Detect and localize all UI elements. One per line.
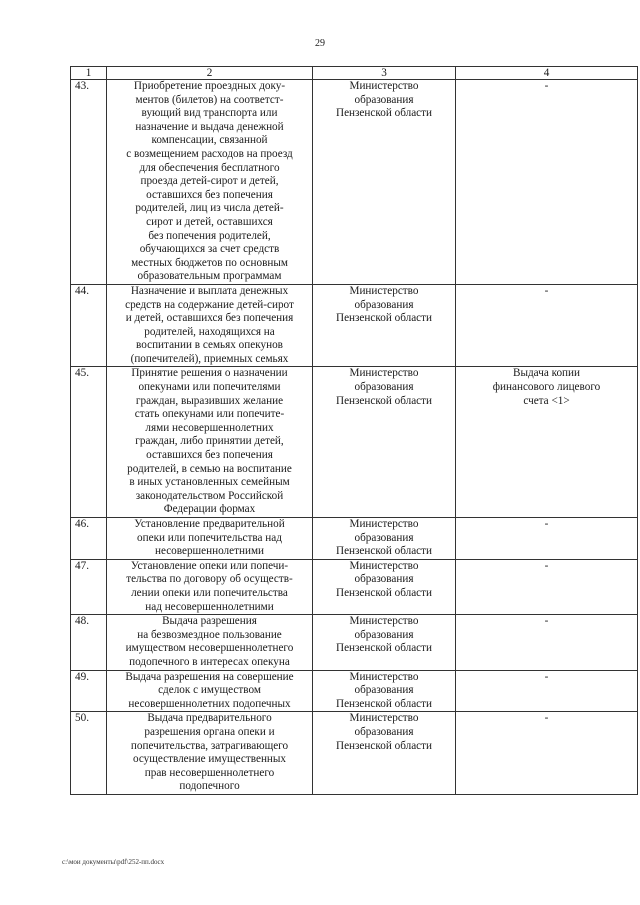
- cell-authority: [313, 367, 456, 518]
- cell-extra: [456, 615, 638, 670]
- extra-text-line: финансового лицевого: [492, 381, 601, 394]
- cell-authority: [313, 284, 456, 367]
- table-row: [71, 670, 638, 712]
- cell-extra: [456, 670, 638, 712]
- cell-authority: [313, 559, 456, 614]
- table-row: [71, 518, 638, 560]
- cell-extra: [456, 80, 638, 285]
- service-text-line: Выдача разрешения на совершение: [125, 670, 294, 683]
- service-text-line: родителей, в семью на воспитание: [127, 462, 292, 475]
- service-text-line: образовательным программам: [137, 270, 282, 283]
- service-text-line: местных бюджетов по основным: [131, 256, 288, 269]
- service-text-line: тельства по договору об осуществ-: [126, 573, 293, 586]
- table-row: [71, 615, 638, 670]
- header-cell: 3: [313, 67, 456, 80]
- service-text-line: граждан, либо принятии детей,: [135, 435, 284, 448]
- cell-service: [107, 670, 313, 712]
- authority-text-line: образования: [354, 298, 414, 311]
- authority-text-line: образования: [354, 93, 414, 106]
- cell-service: [107, 284, 313, 367]
- header-cell: 4: [456, 67, 638, 80]
- service-text-line: средств на содержание детей-сирот: [125, 298, 294, 311]
- extra-text-line: -: [544, 284, 549, 297]
- cell-authority: [313, 518, 456, 560]
- service-text-line: разрешения органа опеки и: [144, 725, 275, 738]
- authority-text-line: Министерство: [349, 80, 419, 92]
- service-text-line: опекунами или попечителями: [138, 381, 281, 394]
- extra-text-line: -: [544, 80, 549, 92]
- cell-authority: [313, 615, 456, 670]
- cell-extra: [456, 518, 638, 560]
- service-text-line: Назначение и выплата денежных: [130, 284, 289, 297]
- cell-service: [107, 367, 313, 518]
- authority-text-line: Министерство: [349, 367, 419, 380]
- authority-text-line: образования: [354, 381, 414, 394]
- cell-extra: [456, 559, 638, 614]
- service-text-line: компенсации, связанной: [151, 134, 268, 147]
- authority-text-line: Министерство: [349, 518, 419, 530]
- authority-text-line: Пензенской области: [335, 107, 432, 120]
- authority-text-line: Пензенской области: [335, 586, 432, 599]
- row-number: 46.: [71, 518, 107, 560]
- authority-text-line: Министерство: [349, 284, 419, 297]
- service-text-line: подопечного: [179, 780, 240, 793]
- cell-authority: [313, 80, 456, 285]
- service-text-line: сирот и детей, оставшихся: [146, 215, 273, 228]
- cell-extra: [456, 284, 638, 367]
- service-text-line: родителей, находящихся на: [144, 325, 275, 338]
- cell-extra: [456, 367, 638, 518]
- row-number: 48.: [71, 615, 107, 670]
- extra-text-line: счета <1>: [523, 394, 570, 407]
- service-text-line: и детей, оставшихся без попечения: [125, 312, 294, 325]
- authority-text-line: образования: [354, 725, 414, 738]
- service-text-line: лями несовершеннолетних: [145, 421, 274, 434]
- service-text-line: имуществом несовершеннолетнего: [125, 642, 294, 655]
- service-text-line: оставшихся без попечения: [146, 188, 273, 201]
- header-cell: 1: [71, 67, 107, 80]
- page-number: 29: [315, 38, 325, 49]
- extra-text-line: Выдача копии: [513, 367, 580, 380]
- row-number: 43.: [71, 80, 107, 285]
- service-text-line: лении опеки или попечительства: [131, 586, 288, 599]
- extra-text-line: -: [544, 518, 549, 530]
- service-text-line: проезда детей-сирот и детей,: [140, 175, 279, 188]
- cell-authority: [313, 712, 456, 795]
- extra-text-line: -: [544, 712, 549, 725]
- service-text-line: назначение и выдача денежной: [135, 120, 284, 133]
- authority-text-line: Министерство: [349, 615, 419, 628]
- authority-text-line: Министерство: [349, 559, 419, 572]
- service-text-line: Принятие решения о назначении: [131, 367, 288, 380]
- authority-text-line: Пензенской области: [335, 394, 432, 407]
- service-text-line: прав несовершеннолетнего: [144, 766, 275, 779]
- service-text-line: Установление предварительной: [134, 518, 285, 530]
- cell-service: [107, 615, 313, 670]
- table-header-row: [71, 67, 638, 80]
- authority-text-line: Пензенской области: [335, 697, 432, 710]
- file-path-footer: c:\мои документы\pdf\252-пп.docx: [62, 858, 165, 866]
- authority-text-line: образования: [354, 573, 414, 586]
- service-text-line: попечительства, затрагивающего: [130, 739, 289, 752]
- extra-text-line: -: [544, 670, 549, 683]
- row-number: 50.: [71, 712, 107, 795]
- service-text-line: опеки или попечительства над: [137, 531, 282, 544]
- service-text-line: родителей, лиц из числа детей-: [135, 202, 284, 215]
- service-text-line: оставшихся без попечения: [146, 449, 273, 462]
- service-text-line: подопечного в интересах опекуна: [129, 655, 290, 668]
- table-row: [71, 712, 638, 795]
- service-text-line: с возмещением расходов на проезд: [126, 147, 293, 160]
- cell-authority: [313, 670, 456, 712]
- service-text-line: несовершеннолетних подопечных: [128, 697, 291, 710]
- service-text-line: (попечителей), приемных семьях: [130, 352, 289, 365]
- service-text-line: в иных установленных семейным: [129, 476, 290, 489]
- service-text-line: граждан, выразивших желание: [135, 394, 284, 407]
- service-text-line: сделок с имуществом: [158, 684, 261, 697]
- authority-text-line: образования: [354, 531, 414, 544]
- service-text-line: на безвозмездное пользование: [137, 628, 282, 641]
- service-text-line: ментов (билетов) на соответст-: [135, 93, 284, 106]
- services-table: [70, 66, 638, 795]
- service-text-line: законодательством Российской: [135, 489, 284, 502]
- service-text-line: Приобретение проездных доку-: [133, 80, 286, 92]
- service-text-line: вующий вид транспорта или: [141, 107, 278, 120]
- extra-text-line: -: [544, 615, 549, 628]
- authority-text-line: образования: [354, 628, 414, 641]
- table-row: [71, 367, 638, 518]
- service-text-line: без попечения родителей,: [148, 229, 271, 242]
- cell-extra: [456, 712, 638, 795]
- table-row: [71, 559, 638, 614]
- service-text-line: Выдача предварительного: [147, 712, 272, 725]
- row-number: 45.: [71, 367, 107, 518]
- service-text-line: Установление опеки или попечи-: [130, 559, 289, 572]
- service-text-line: для обеспечения бесплатного: [139, 161, 280, 174]
- authority-text-line: Пензенской области: [335, 312, 432, 325]
- cell-service: [107, 712, 313, 795]
- service-text-line: несовершеннолетними: [154, 545, 265, 558]
- service-text-line: воспитании в семьях опекунов: [136, 339, 283, 352]
- extra-text-line: -: [544, 559, 549, 572]
- authority-text-line: Пензенской области: [335, 642, 432, 655]
- row-number: 49.: [71, 670, 107, 712]
- cell-service: [107, 559, 313, 614]
- table-row: [71, 80, 638, 285]
- service-text-line: Федерации формах: [163, 503, 256, 516]
- service-text-line: над несовершеннолетними: [145, 600, 274, 613]
- authority-text-line: Министерство: [349, 712, 419, 725]
- service-text-line: стать опекунами или попечите-: [134, 408, 285, 421]
- authority-text-line: Пензенской области: [335, 739, 432, 752]
- authority-text-line: Пензенской области: [335, 545, 432, 558]
- row-number: 47.: [71, 559, 107, 614]
- header-cell: 2: [107, 67, 313, 80]
- cell-service: [107, 518, 313, 560]
- service-text-line: обучающихся за счет средств: [139, 243, 280, 256]
- cell-service: [107, 80, 313, 285]
- table-row: [71, 284, 638, 367]
- row-number: 44.: [71, 284, 107, 367]
- authority-text-line: образования: [354, 684, 414, 697]
- service-text-line: осуществление имущественных: [132, 753, 287, 766]
- authority-text-line: Министерство: [349, 670, 419, 683]
- service-text-line: Выдача разрешения: [162, 615, 257, 628]
